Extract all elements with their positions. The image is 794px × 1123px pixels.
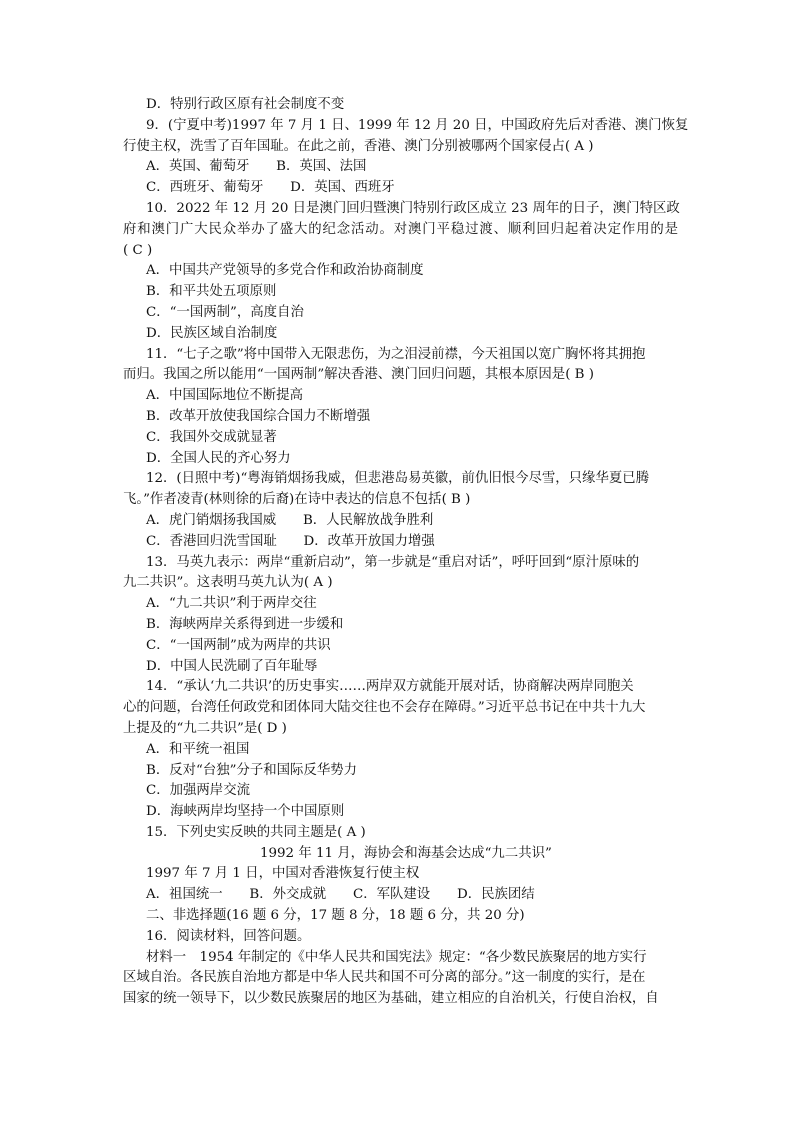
question-text-block: [0, 95, 794, 1010]
text-line: A．“九二共识”利于两岸交往: [146, 596, 317, 612]
text-line: D．全国人民的齐心努力: [146, 450, 291, 466]
text-line: B．反对“台独”分子和国际反华势力: [146, 762, 357, 778]
text-line: 11．“七子之歌”将中国带入无限悲伤，为之泪浸前襟，今天祖国以宽广胸怀将其拥抱: [146, 346, 646, 362]
text-line: 行使主权，洗雪了百年国耻。在此之前，香港、澳门分别被哪两个国家侵占( A ): [123, 138, 594, 154]
text-line: 1997 年 7 月 1 日，中国对香港恢复行使主权: [146, 866, 420, 882]
text-line: B．和平共处五项原则: [146, 284, 277, 300]
text-line: 16．阅读材料，回答问题。: [146, 928, 311, 944]
text-line: B．海峡两岸关系得到进一步缓和: [146, 616, 344, 632]
text-line: D．中国人民洗刷了百年耻辱: [146, 658, 318, 674]
text-line: ( C ): [123, 242, 153, 258]
text-line: 而归。我国之所以能用“一国两制”解决香港、澳门回归问题，其根本原因是( B ): [123, 367, 594, 383]
text-line: 飞。”作者凌青(林则徐的后裔)在诗中表达的信息不包括( B ): [123, 492, 471, 508]
text-line: C．香港回归洗雪国耻 D．改革开放国力增强: [146, 533, 435, 549]
text-line: 心的问题，台湾任何政党和团体同大陆交往也不会存在障碍。”习近平总书记在中共十九大: [123, 700, 646, 716]
text-line: A．和平统一祖国: [146, 741, 250, 757]
text-line: 二、非选择题(16 题 6 分，17 题 8 分，18 题 6 分，共 20 分): [146, 908, 525, 924]
text-line: A．中国国际地位不断提高: [146, 388, 303, 404]
text-line: 10．2022 年 12 月 20 日是澳门回归暨澳门特别行政区成立 23 周年的日子，澳门特区政: [146, 200, 680, 216]
text-line: A．英国、葡萄牙 B．英国、法国: [146, 159, 367, 175]
text-line: 材料一 1954 年制定的《中华人民共和国宪法》规定：“各少数民族聚居的地方实行: [146, 949, 647, 965]
text-line: 九二共识”。这表明马英九认为( A ): [123, 575, 333, 591]
text-line: 1992 年 11 月，海协会和海基会达成“九二共识”: [260, 845, 552, 861]
text-line: C．“一国两制”，高度自治: [146, 304, 304, 320]
text-line: C．“一国两制”成为两岸的共识: [146, 637, 331, 653]
text-line: D．海峡两岸均坚持一个中国原则: [146, 804, 345, 820]
text-line: 14．“承认‘九二共识’的历史事实……两岸双方就能开展对话，协商解决两岸同胞关: [146, 679, 634, 695]
text-line: 上提及的“九二共识”是( D ): [123, 720, 287, 736]
text-line: C．加强两岸交流: [146, 783, 250, 799]
text-line: 国家的统一领导下，以少数民族聚居的地区为基础，建立相应的自治机关，行使自治权，自: [123, 991, 659, 1007]
text-line: C．我国外交成就显著: [146, 429, 277, 445]
text-line: B．改革开放使我国综合国力不断增强: [146, 408, 371, 424]
text-line: 13．马英九表示：两岸“重新启动”，第一步就是“重启对话”，呼吁回到“原汁原味的: [146, 554, 640, 570]
text-line: C．西班牙、葡萄牙 D．英国、西班牙: [146, 180, 395, 196]
text-line: A．虎门销烟扬我国威 B．人民解放战争胜利: [146, 512, 434, 528]
text-line: A．祖国统一 B．外交成就 C．军队建设 D．民族团结: [146, 887, 535, 903]
text-line: D．民族区域自治制度: [146, 325, 278, 341]
text-line: A．中国共产党领导的多党合作和政治协商制度: [146, 263, 424, 279]
text-line: 15．下列史实反映的共同主题是( A ): [146, 824, 366, 840]
text-line: 12．(日照中考)“粤海销烟扬我威，但悲港岛易英徽，前仇旧恨今尽雪，只缘华夏已腾: [146, 471, 650, 487]
text-line: D．特别行政区原有社会制度不变: [146, 97, 345, 112]
text-line: 9．(宁夏中考)1997 年 7 月 1 日、1999 年 12 月 20 日，中国政府先后对香港、澳门恢复: [146, 117, 689, 133]
text-line: 区域自治。各民族自治地方都是中华人民共和国不可分离的部分。”这一制度的实行，是在: [123, 970, 646, 986]
text-line: 府和澳门广大民众举办了盛大的纪念活动。对澳门平稳过渡、顺利回归起着决定作用的是: [123, 221, 678, 237]
